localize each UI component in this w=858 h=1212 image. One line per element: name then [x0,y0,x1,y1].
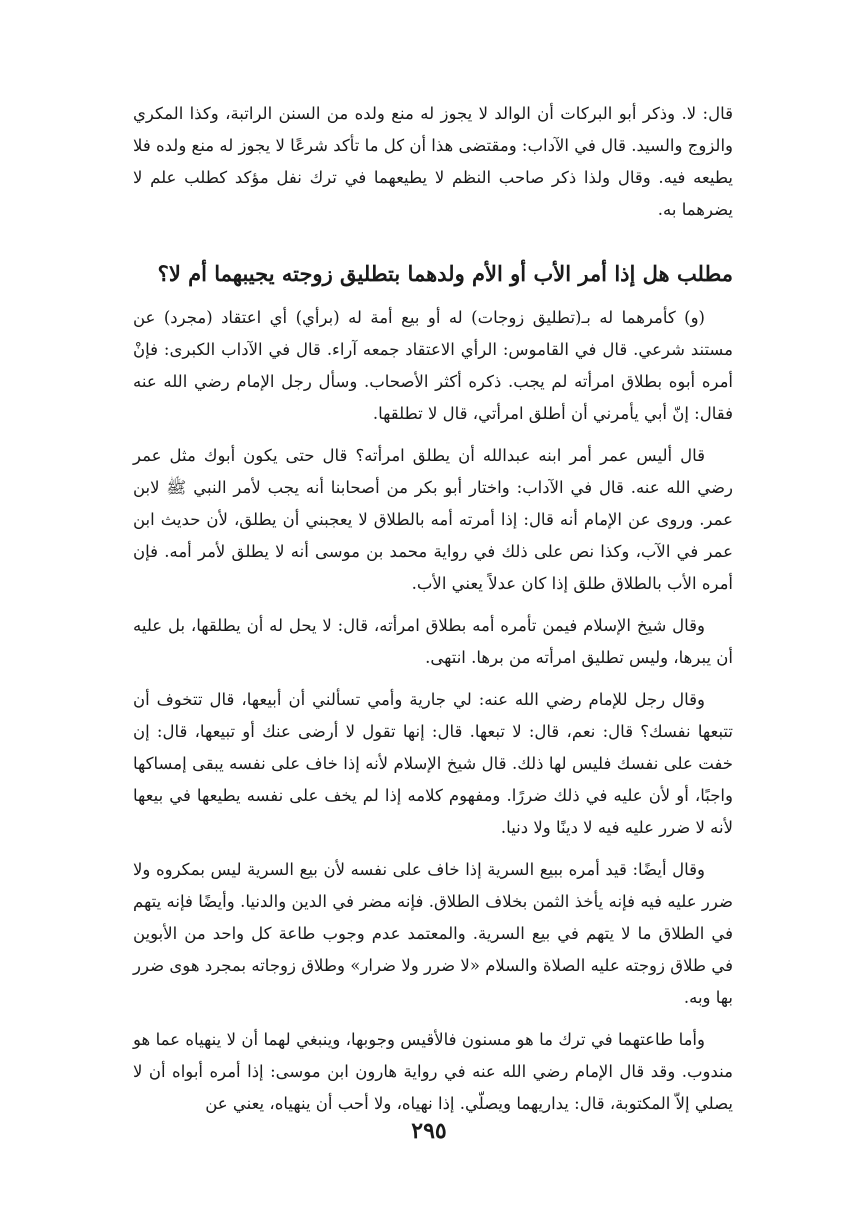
paragraph-5: وقال أيضًا: قيد أمره ببيع السرية إذا خاف على نفسه لأن بيع السرية ليس بمكروه ولا ضرر عليه فيه فإنه يأخذ الثمن بخلاف الطلاق. فإنه مضر في الدين والدنيا. وأيضًا فإنه يتهم في الطلاق ما لا يتهم في بيع السرية. والمعتمد عدم وجوب طاعة كل واحد من الأبوين في طلاق زوجته عليه الصلاة والسلام «لا ضرر ولا ضرار» وطلاق زوجاته بمجرد هوى ضرر بها وبه. [133,860,733,1007]
intro-paragraph: قال: لا. وذكر أبو البركات أن الوالد لا يجوز له منع ولده من السنن الراتبة، وكذا المكري والزوج والسيد. قال في الآداب: ومقتضى هذا أن كل ما تأكد شرعًا لا يجوز له منع ولده فلا يطيعه فيه. وقال ولذا ذكر صاحب النظم لا يطيعهما في ترك نفل مؤكد كطلب علم لا يضرهما به. [133,104,733,219]
page-number: ٢٩٥ [411,1118,447,1144]
paragraph-6: وأما طاعتهما في ترك ما هو مسنون فالأقيس وجوبها، وينبغي لهما أن لا ينهياه عما هو مندوب. وقد قال الإمام رضي الله عنه في رواية هارون ابن موسى: إذا أمره أبواه أن لا يصلي إلاّ المكتوبة، قال: يداريهما ويصلّي. إذا نهياه، ولا أحب أن ينهياه، يعني عن [133,1030,733,1113]
page-body [133,98,733,1120]
paragraph-4: وقال رجل للإمام رضي الله عنه: لي جارية وأمي تسألني أن أبيعها، قال تتخوف أن تتبعها نفسك؟ قال: نعم، قال: لا تبعها. قال: إنها تقول لا أرضى عنك أو تبيعها، قال: إن خفت على نفسك فليس لها ذلك. قال شيخ الإسلام لأنه إذا خاف على نفسه يبقى إمساكها واجبًا، أو لأن عليه في ذلك ضررًا. ومفهوم كلامه إذا لم يخف على نفسه يطيعها في بيعها لأنه لا ضرر عليه فيه لا دينًا ولا دنيا. [133,690,733,837]
section-heading: مطلب هل إذا أمر الأب أو الأم ولدهما بتطليق زوجته يجيبهما أم لا؟ [157,261,733,286]
paragraph-1: (و) كأمرهما له بـ(تطليق زوجات) له أو بيع أمة له (برأي) أي اعتقاد (مجرد) عن مستند شرعي. قال في القاموس: الرأي الاعتقاد جمعه آراء. قال في الآداب الكبرى: فإنْ أمره أبوه بطلاق امرأته لم يجب. ذكره أكثر الأصحاب. وسأل رجل الإمام رضي الله عنه فقال: إنّ أبي يأمرني أن أطلق امرأتي، قال لا تطلقها. [133,308,733,423]
paragraph-2: قال أليس عمر أمر ابنه عبدالله أن يطلق امرأته؟ قال حتى يكون أبوك مثل عمر رضي الله عنه. قال في الآداب: واختار أبو بكر من أصحابنا أنه يجب لأمر النبي ﷺ لابن عمر. وروى عن الإمام أنه قال: إذا أمرته أمه بالطلاق لا يعجبني أن يطلق، لأن حديث ابن عمر في الآب، وكذا نص على ذلك في رواية محمد بن موسى أنه لا يطلق لأمر أمه. فإن أمره الأب بالطلاق طلق إذا كان عدلاً يعني الأب. [133,446,733,593]
paragraph-3: وقال شيخ الإسلام فيمن تأمره أمه بطلاق امرأته، قال: لا يحل له أن يطلقها، بل عليه أن يبرها، وليس تطليق امرأته من برها. انتهى. [133,616,733,667]
